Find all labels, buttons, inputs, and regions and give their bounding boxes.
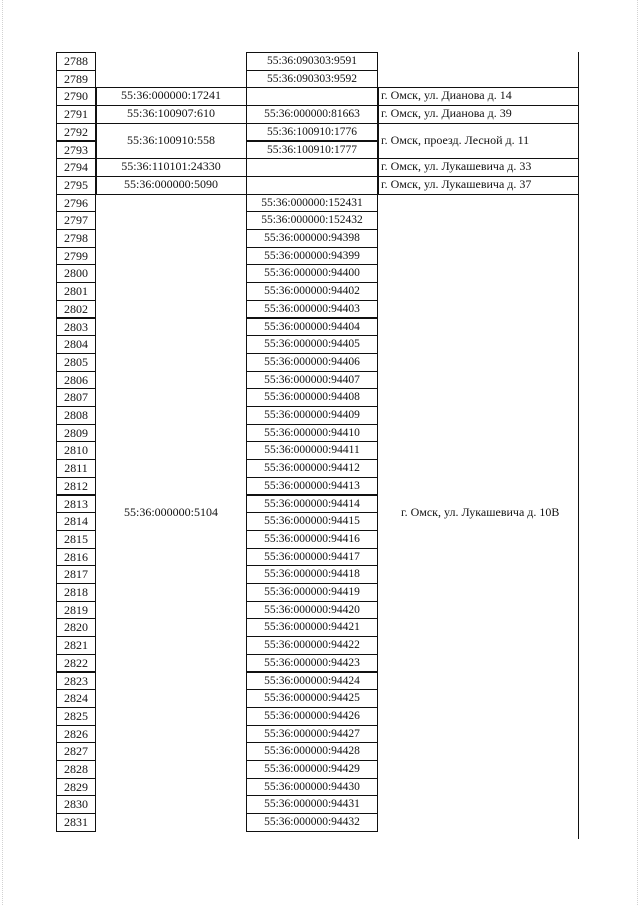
object-cadastre-cell: 55:36:000000:152432	[246, 211, 378, 230]
object-cadastre-cell: 55:36:000000:94411	[246, 441, 378, 460]
address-cell: г. Омск, ул. Дианова д. 14	[381, 88, 512, 103]
address-cell-merged: г. Омск, проезд. Лесной д. 11	[381, 132, 530, 147]
row-number-cell: 2813	[56, 495, 96, 514]
row-number-cell: 2798	[56, 229, 96, 248]
row-number-cell: 2819	[56, 601, 96, 620]
object-cadastre-cell: 55:36:000000:94404	[246, 318, 378, 337]
row-rule	[96, 158, 246, 159]
row-number-cell: 2815	[56, 530, 96, 549]
row-number-cell: 2801	[56, 282, 96, 301]
row-number-cell: 2802	[56, 300, 96, 319]
row-number-cell: 2820	[56, 618, 96, 637]
object-cadastre-cell: 55:36:000000:94405	[246, 335, 378, 354]
object-cadastre-cell: 55:36:000000:81663	[246, 105, 378, 124]
address-cell: г. Омск, ул. Лукашевича д. 37	[381, 176, 532, 191]
object-cadastre-cell: 55:36:000000:94416	[246, 530, 378, 549]
row-number-cell: 2805	[56, 353, 96, 372]
row-number-cell: 2811	[56, 459, 96, 478]
object-cadastre-cell: 55:36:000000:94430	[246, 778, 378, 797]
row-number-cell: 2804	[56, 335, 96, 354]
row-number-cell: 2825	[56, 707, 96, 726]
row-number-cell: 2808	[56, 406, 96, 425]
row-number-cell: 2814	[56, 512, 96, 531]
row-rule	[96, 105, 246, 106]
row-rule	[96, 123, 246, 124]
row-rule	[378, 176, 578, 177]
object-cadastre-cell: 55:36:100910:1777	[246, 141, 378, 160]
object-cadastre-cell: 55:36:000000:94403	[246, 300, 378, 319]
row-number-cell: 2826	[56, 725, 96, 744]
object-cadastre-cell: 55:36:000000:94428	[246, 742, 378, 761]
row-number-cell: 2824	[56, 689, 96, 708]
object-cadastre-cell: 55:36:000000:94400	[246, 264, 378, 283]
object-cadastre-cell: 55:36:000000:94429	[246, 760, 378, 779]
row-number-cell: 2807	[56, 388, 96, 407]
object-cadastre-cell: 55:36:000000:94427	[246, 725, 378, 744]
object-cadastre-cell: 55:36:000000:94406	[246, 353, 378, 372]
object-cadastre-cell: 55:36:000000:94420	[246, 601, 378, 620]
object-cadastre-cell: 55:36:000000:94431	[246, 795, 378, 814]
row-number-cell: 2803	[56, 318, 96, 337]
address-cell-merged: г. Омск, ул. Лукашевича д. 10В	[401, 504, 560, 519]
column-rule	[578, 52, 579, 839]
row-number-cell: 2809	[56, 424, 96, 443]
object-cadastre-cell: 55:36:000000:94408	[246, 388, 378, 407]
row-number-cell: 2831	[56, 813, 96, 832]
object-cadastre-cell: 55:36:000000:94422	[246, 636, 378, 655]
object-cadastre-cell: 55:36:000000:94415	[246, 512, 378, 531]
row-number-cell: 2828	[56, 760, 96, 779]
row-rule	[378, 87, 578, 88]
object-cadastre-cell: 55:36:000000:94407	[246, 371, 378, 390]
row-number-cell: 2830	[56, 795, 96, 814]
object-cadastre-cell: 55:36:000000:94398	[246, 229, 378, 248]
row-number-cell: 2788	[56, 52, 96, 71]
row-number-cell: 2800	[56, 264, 96, 283]
parcel-cadastre-cell: 55:36:100907:610	[126, 106, 215, 121]
object-cadastre-cell: 55:36:000000:94421	[246, 618, 378, 637]
row-rule	[96, 176, 246, 177]
object-cadastre-cell: 55:36:000000:94418	[246, 565, 378, 584]
object-cadastre-cell: 55:36:000000:94425	[246, 689, 378, 708]
row-number-cell: 2812	[56, 477, 96, 496]
row-number-cell: 2810	[56, 441, 96, 460]
row-rule	[96, 194, 246, 195]
column-rule	[378, 87, 379, 193]
row-rule	[378, 194, 578, 195]
row-number-cell: 2799	[56, 247, 96, 266]
object-cadastre-cell: 55:36:000000:94402	[246, 282, 378, 301]
column-rule	[96, 87, 97, 193]
row-number-cell: 2793	[56, 141, 96, 160]
row-number-cell: 2791	[56, 105, 96, 124]
object-cadastre-cell: 55:36:000000:152431	[246, 194, 378, 213]
scan-edge-right	[635, 0, 638, 905]
object-cadastre-cell-empty	[246, 158, 378, 177]
row-number-cell: 2806	[56, 371, 96, 390]
row-number-cell: 2829	[56, 778, 96, 797]
object-cadastre-cell: 55:36:000000:94409	[246, 406, 378, 425]
object-cadastre-cell: 55:36:090303:9591	[246, 52, 378, 71]
row-rule	[378, 158, 578, 159]
object-cadastre-cell: 55:36:100910:1776	[246, 123, 378, 142]
object-cadastre-cell: 55:36:000000:94412	[246, 459, 378, 478]
object-cadastre-cell: 55:36:000000:94413	[246, 477, 378, 496]
parcel-cadastre-cell: 55:36:000000:5090	[123, 176, 218, 191]
row-number-cell: 2823	[56, 672, 96, 691]
object-cadastre-cell: 55:36:090303:9592	[246, 70, 378, 89]
object-cadastre-cell: 55:36:000000:94426	[246, 707, 378, 726]
row-rule	[378, 123, 578, 124]
row-number-cell: 2818	[56, 583, 96, 602]
row-number-cell: 2827	[56, 742, 96, 761]
row-number-cell: 2792	[56, 123, 96, 142]
object-cadastre-cell-empty	[246, 176, 378, 195]
row-rule	[378, 105, 578, 106]
row-number-cell: 2817	[56, 565, 96, 584]
object-cadastre-cell: 55:36:000000:94432	[246, 813, 378, 832]
object-cadastre-cell: 55:36:000000:94419	[246, 583, 378, 602]
object-cadastre-cell-empty	[246, 87, 378, 106]
scan-edge-left	[2, 0, 5, 905]
object-cadastre-cell: 55:36:000000:94410	[246, 424, 378, 443]
object-cadastre-cell: 55:36:000000:94417	[246, 548, 378, 567]
parcel-cadastre-cell: 55:36:000000:17241	[120, 88, 221, 103]
row-number-cell: 2794	[56, 158, 96, 177]
address-cell: г. Омск, ул. Лукашевича д. 33	[381, 159, 532, 174]
row-number-cell: 2796	[56, 194, 96, 213]
parcel-cadastre-cell-merged: 55:36:000000:5104	[123, 504, 218, 519]
object-cadastre-cell: 55:36:000000:94399	[246, 247, 378, 266]
row-number-cell: 2822	[56, 654, 96, 673]
object-cadastre-cell: 55:36:000000:94423	[246, 654, 378, 673]
row-number-cell: 2795	[56, 176, 96, 195]
row-number-cell: 2797	[56, 211, 96, 230]
row-number-cell: 2790	[56, 87, 96, 106]
row-rule	[96, 87, 246, 88]
parcel-cadastre-cell-merged: 55:36:100910:558	[126, 132, 215, 147]
row-number-cell: 2789	[56, 70, 96, 89]
parcel-cadastre-cell: 55:36:110101:24330	[121, 159, 221, 174]
address-cell: г. Омск, ул. Дианова д. 39	[381, 106, 512, 121]
object-cadastre-cell: 55:36:000000:94424	[246, 672, 378, 691]
object-cadastre-cell: 55:36:000000:94414	[246, 495, 378, 514]
row-number-cell: 2816	[56, 548, 96, 567]
row-number-cell: 2821	[56, 636, 96, 655]
